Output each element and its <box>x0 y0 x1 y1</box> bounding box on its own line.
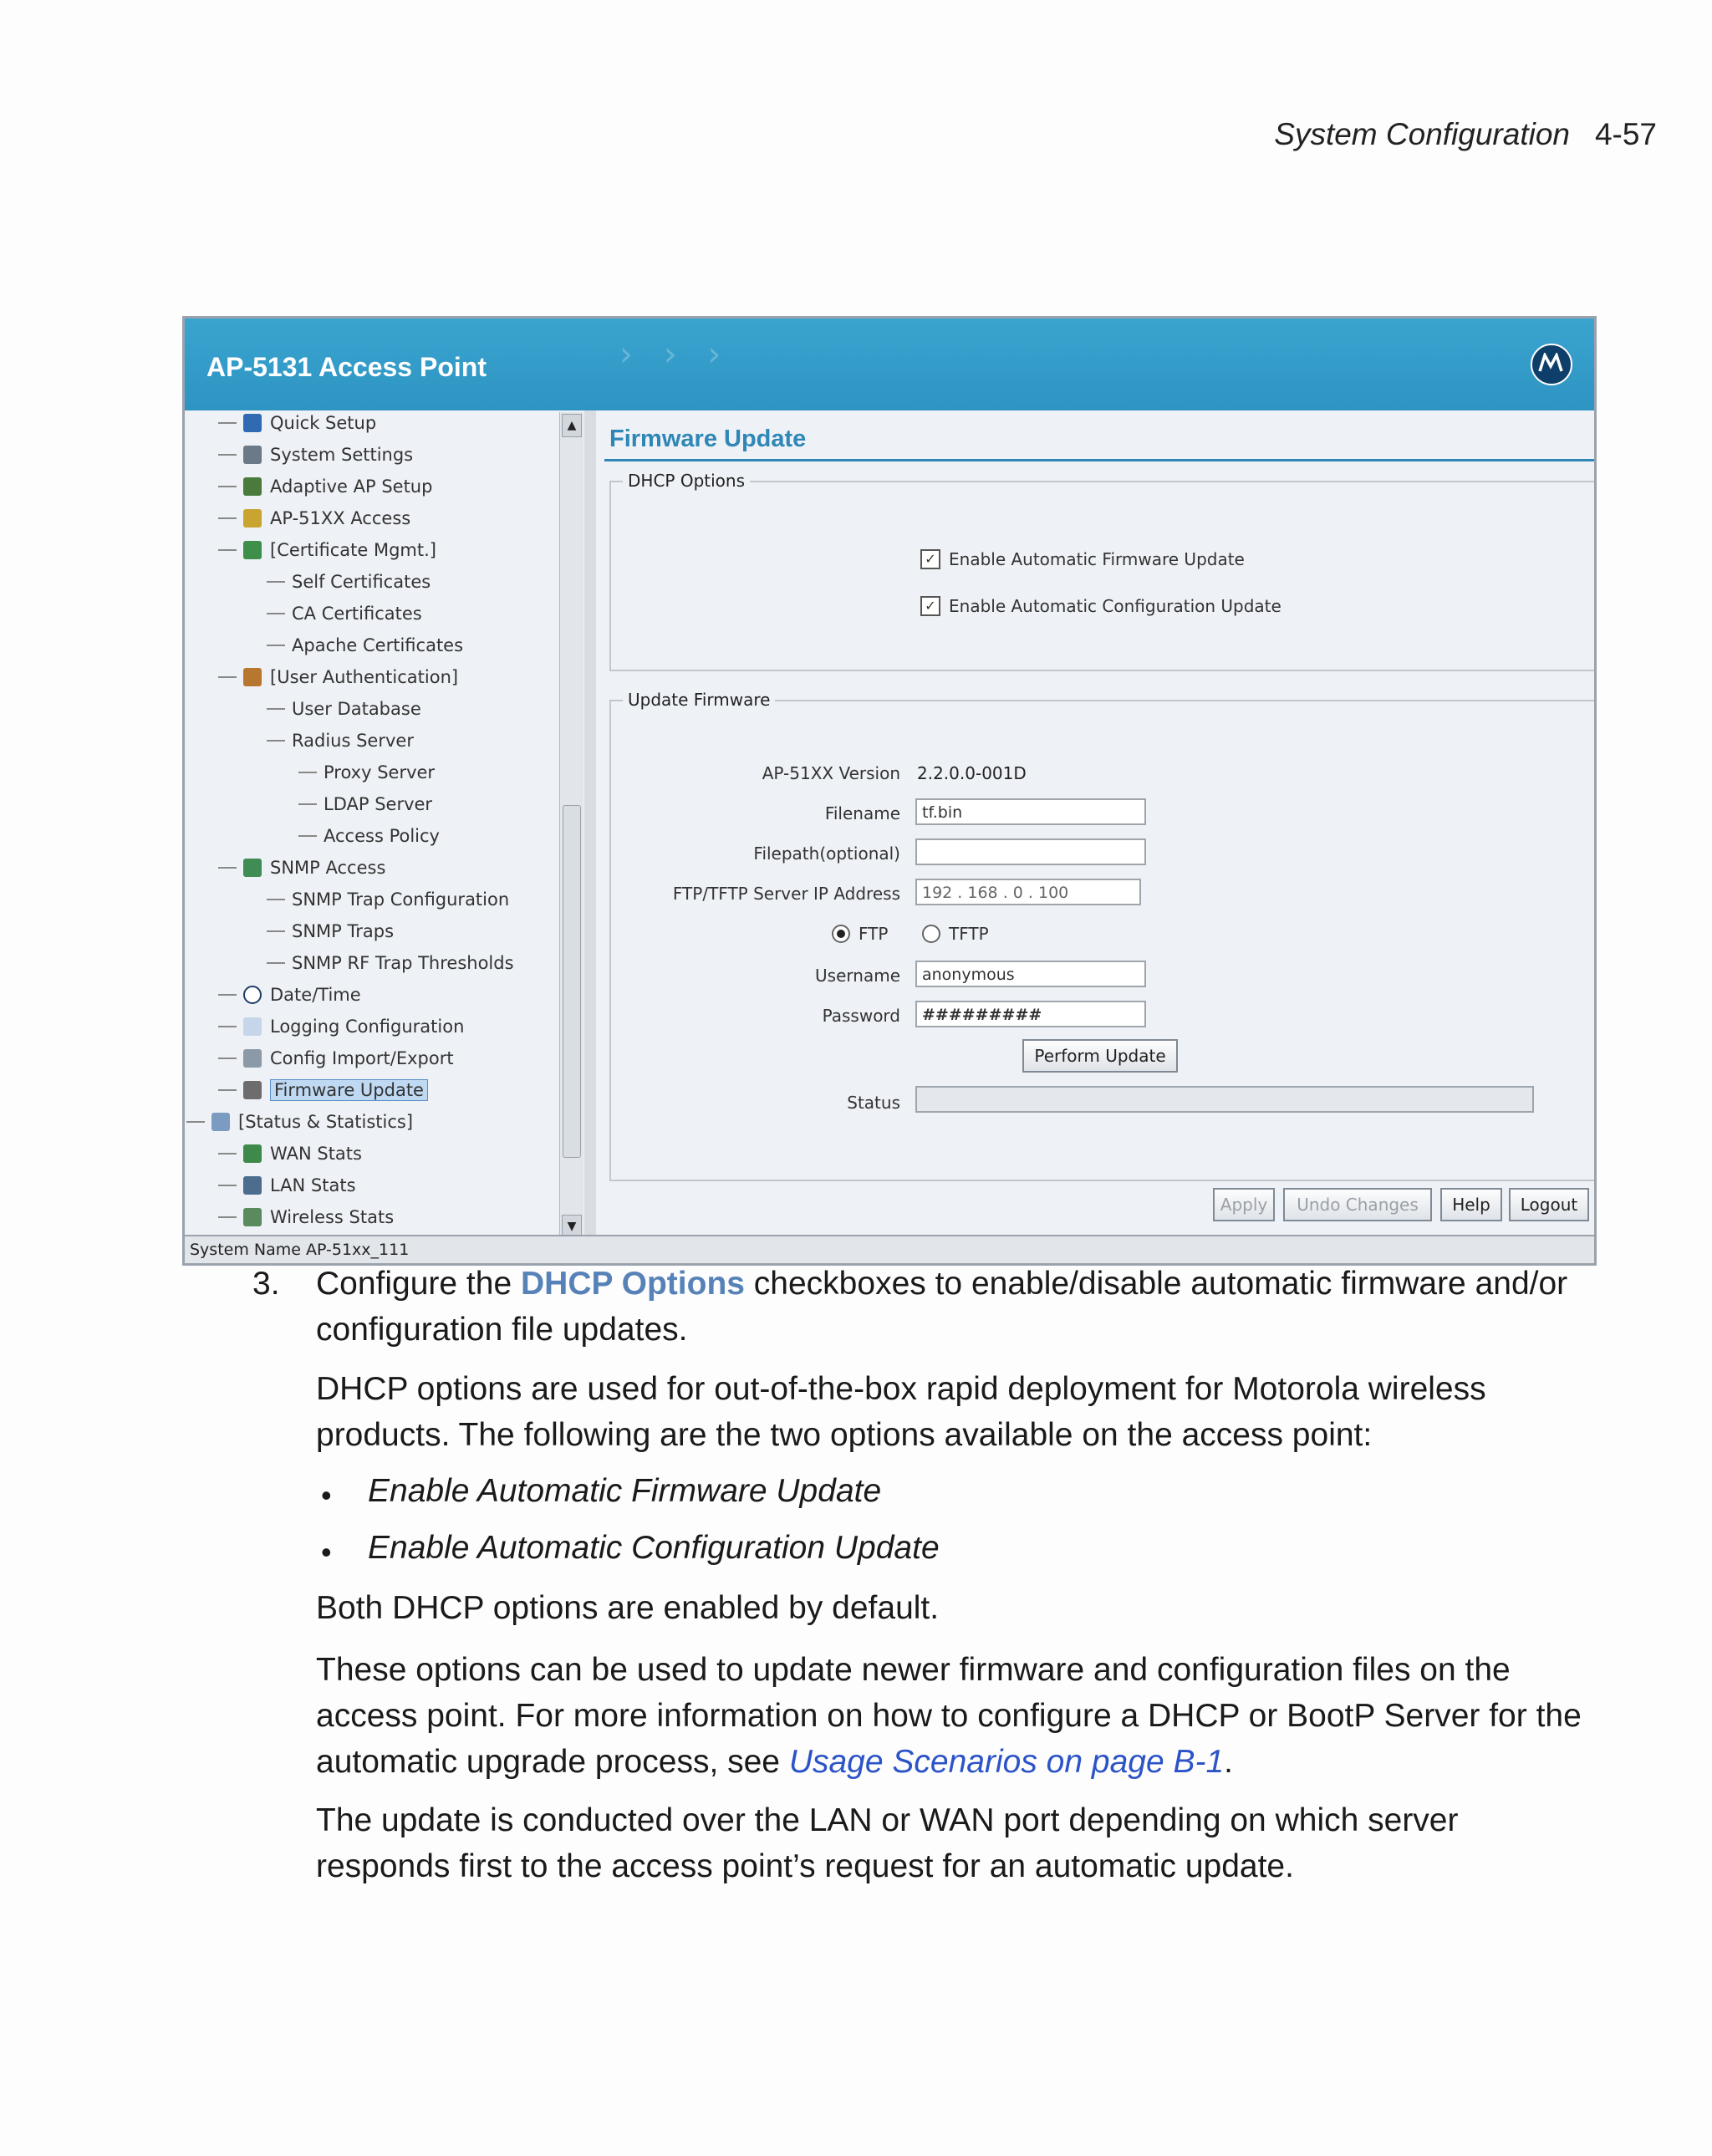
config-update-checkbox-row[interactable] <box>920 596 1281 616</box>
app-title-bar <box>185 319 1594 410</box>
tree-item-certificate-mgmt[interactable]: [Certificate Mgmt.] <box>218 536 436 564</box>
usage-scenarios-link[interactable]: Usage Scenarios on page B-1 <box>788 1744 1225 1780</box>
config-update-checkbox[interactable]: ✓ <box>920 596 940 616</box>
scroll-thumb[interactable] <box>563 805 581 1158</box>
tree-item-ap-access[interactable]: AP-51XX Access <box>218 504 410 533</box>
page-header <box>0 117 1712 167</box>
tree-item-snmp-trap-configuration[interactable]: SNMP Trap Configuration <box>267 885 509 914</box>
filename-label: Filename <box>824 803 900 823</box>
wan-icon <box>243 1144 262 1163</box>
tree-item-firmware-update[interactable]: Firmware Update <box>218 1076 428 1104</box>
panel-splitter[interactable] <box>584 410 596 1238</box>
firmware-update-checkbox-row[interactable] <box>920 549 1245 569</box>
tree-item-config-import-export[interactable]: Config Import/Export <box>218 1044 454 1073</box>
tree-item-date-time[interactable]: Date/Time <box>218 981 361 1009</box>
tree-item-user-authentication[interactable]: [User Authentication] <box>218 663 458 691</box>
app-screenshot <box>182 316 1597 1266</box>
firmware-update-checkbox[interactable]: ✓ <box>920 549 940 569</box>
panel-title: Firmware Update <box>609 426 807 452</box>
ftp-radio-option[interactable] <box>832 924 888 944</box>
step-number: 3. <box>252 1266 280 1302</box>
perform-update-button[interactable]: Perform Update <box>1022 1039 1178 1073</box>
scroll-down-icon[interactable]: ▼ <box>562 1215 582 1238</box>
server-ip-label: FTP/TFTP Server IP Address <box>672 884 900 904</box>
tree-item-ldap-server[interactable]: LDAP Server <box>298 790 432 818</box>
tree-item-snmp-traps[interactable]: SNMP Traps <box>267 917 394 945</box>
tree-item-status-statistics[interactable]: [Status & Statistics] <box>186 1108 413 1136</box>
tree-item-self-certificates[interactable]: Self Certificates <box>267 568 431 596</box>
wireless-icon <box>243 1208 262 1226</box>
update-firmware-group <box>609 690 1596 1181</box>
logout-button[interactable]: Logout <box>1509 1188 1589 1221</box>
navigation-tree <box>185 410 586 1238</box>
decorative-arrows-icon: › › › <box>619 335 731 374</box>
tree-item-system-settings[interactable]: System Settings <box>218 441 413 469</box>
dhcp-options-group <box>609 471 1596 671</box>
motorola-logo-icon <box>1531 344 1572 385</box>
tftp-radio-label: TFTP <box>949 924 989 944</box>
tree-item-user-database[interactable]: User Database <box>267 695 421 723</box>
filepath-input[interactable] <box>915 838 1146 865</box>
filename-input[interactable]: tf.bin <box>915 798 1146 825</box>
apply-button[interactable]: Apply <box>1213 1188 1275 1221</box>
tree-item-proxy-server[interactable]: Proxy Server <box>298 758 435 787</box>
paragraph-usage <box>316 1647 1587 1785</box>
network-icon <box>243 477 262 496</box>
tree-item-logging-configuration[interactable]: Logging Configuration <box>218 1012 464 1041</box>
bullet-firmware-update: Enable Automatic Firmware Update <box>368 1473 882 1509</box>
help-button[interactable]: Help <box>1440 1188 1502 1221</box>
bullet-icon: • <box>321 1478 332 1512</box>
username-label: Username <box>815 966 900 986</box>
tree-item-ca-certificates[interactable]: CA Certificates <box>267 599 422 628</box>
tree-item-snmp-rf-trap-thresholds[interactable]: SNMP RF Trap Thresholds <box>267 949 514 977</box>
dhcp-options-highlight: DHCP Options <box>521 1266 745 1302</box>
section-title: System Configuration <box>1274 117 1570 151</box>
snmp-icon <box>243 859 262 877</box>
update-firmware-legend: Update Firmware <box>623 690 775 710</box>
scroll-up-icon[interactable]: ▲ <box>562 414 582 437</box>
tree-item-access-policy[interactable]: Access Policy <box>298 822 440 850</box>
bullet-icon: • <box>321 1535 332 1569</box>
log-icon <box>243 1017 262 1036</box>
ftp-radio[interactable] <box>832 925 850 943</box>
tree-item-apache-certificates[interactable]: Apache Certificates <box>267 631 463 660</box>
tree-item-adaptive-ap-setup[interactable]: Adaptive AP Setup <box>218 472 432 501</box>
stats-icon <box>211 1113 230 1131</box>
filepath-label: Filepath(optional) <box>753 844 900 864</box>
firmware-update-checkbox-label: Enable Automatic Firmware Update <box>949 549 1245 569</box>
key-icon <box>243 509 262 528</box>
username-input[interactable]: anonymous <box>915 961 1146 987</box>
usage-text-a: These options can be used to update newer firmware and configuration files on the access point. For more information on how to configure a DHCP or BootP Server for the automatic upgrade process, see <box>316 1652 1582 1780</box>
version-label: AP-51XX Version <box>762 763 900 783</box>
tree-item-wan-stats[interactable]: WAN Stats <box>218 1139 362 1168</box>
server-ip-input[interactable]: 192 . 168 . 0 . 100 <box>915 879 1141 905</box>
paragraph-update-port: The update is conducted over the LAN or WAN port depending on which server responds first to the access point’s request for an automatic update. <box>316 1802 1459 1884</box>
config-update-checkbox-label: Enable Automatic Configuration Update <box>949 596 1281 616</box>
dhcp-options-legend: DHCP Options <box>623 471 750 491</box>
version-value: 2.2.0.0-001D <box>917 763 1027 783</box>
password-label: Password <box>822 1006 900 1026</box>
paragraph-default: Both DHCP options are enabled by default. <box>316 1590 940 1626</box>
certificate-icon <box>243 541 262 559</box>
status-field <box>915 1086 1534 1113</box>
tree-item-lan-stats[interactable]: LAN Stats <box>218 1171 356 1200</box>
settings-icon <box>243 446 262 464</box>
ftp-radio-label: FTP <box>859 924 889 944</box>
tftp-radio-option[interactable] <box>922 924 989 944</box>
step-text <box>316 1261 1587 1353</box>
tree-item-wireless-stats[interactable]: Wireless Stats <box>218 1203 394 1231</box>
bullet-config-update: Enable Automatic Configuration Update <box>368 1530 940 1566</box>
tree-item-quick-setup[interactable]: Quick Setup <box>218 410 376 437</box>
app-title: AP-5131 Access Point <box>206 352 487 382</box>
tree-item-snmp-access[interactable]: SNMP Access <box>218 854 385 882</box>
system-name-status-bar: System Name AP-51xx_111 <box>185 1235 1594 1263</box>
user-auth-icon <box>243 668 262 686</box>
tftp-radio[interactable] <box>922 925 940 943</box>
paragraph-dhcp-intro: DHCP options are used for out-of-the-box rapid deployment for Motorola wireless products. The following are the two options available on the access point: <box>316 1371 1486 1453</box>
tree-scrollbar[interactable] <box>559 412 583 1240</box>
export-icon <box>243 1049 262 1068</box>
usage-text-b: . <box>1224 1744 1234 1780</box>
tree-item-radius-server[interactable]: Radius Server <box>267 726 414 755</box>
step-text-a: Configure the <box>316 1266 521 1302</box>
page-number: 4-57 <box>1594 117 1657 151</box>
undo-changes-button[interactable]: Undo Changes <box>1283 1188 1432 1221</box>
title-divider <box>604 459 1594 461</box>
status-label: Status <box>847 1093 900 1113</box>
clock-icon <box>243 986 262 1004</box>
password-input[interactable]: ######### <box>915 1001 1146 1027</box>
lan-icon <box>243 1176 262 1195</box>
step-text-b: checkboxes to enable/disable automatic firmware and/or configuration file updates. <box>316 1266 1568 1348</box>
main-panel <box>596 410 1594 1238</box>
firmware-icon <box>243 1081 262 1099</box>
arrow-icon <box>243 414 262 432</box>
